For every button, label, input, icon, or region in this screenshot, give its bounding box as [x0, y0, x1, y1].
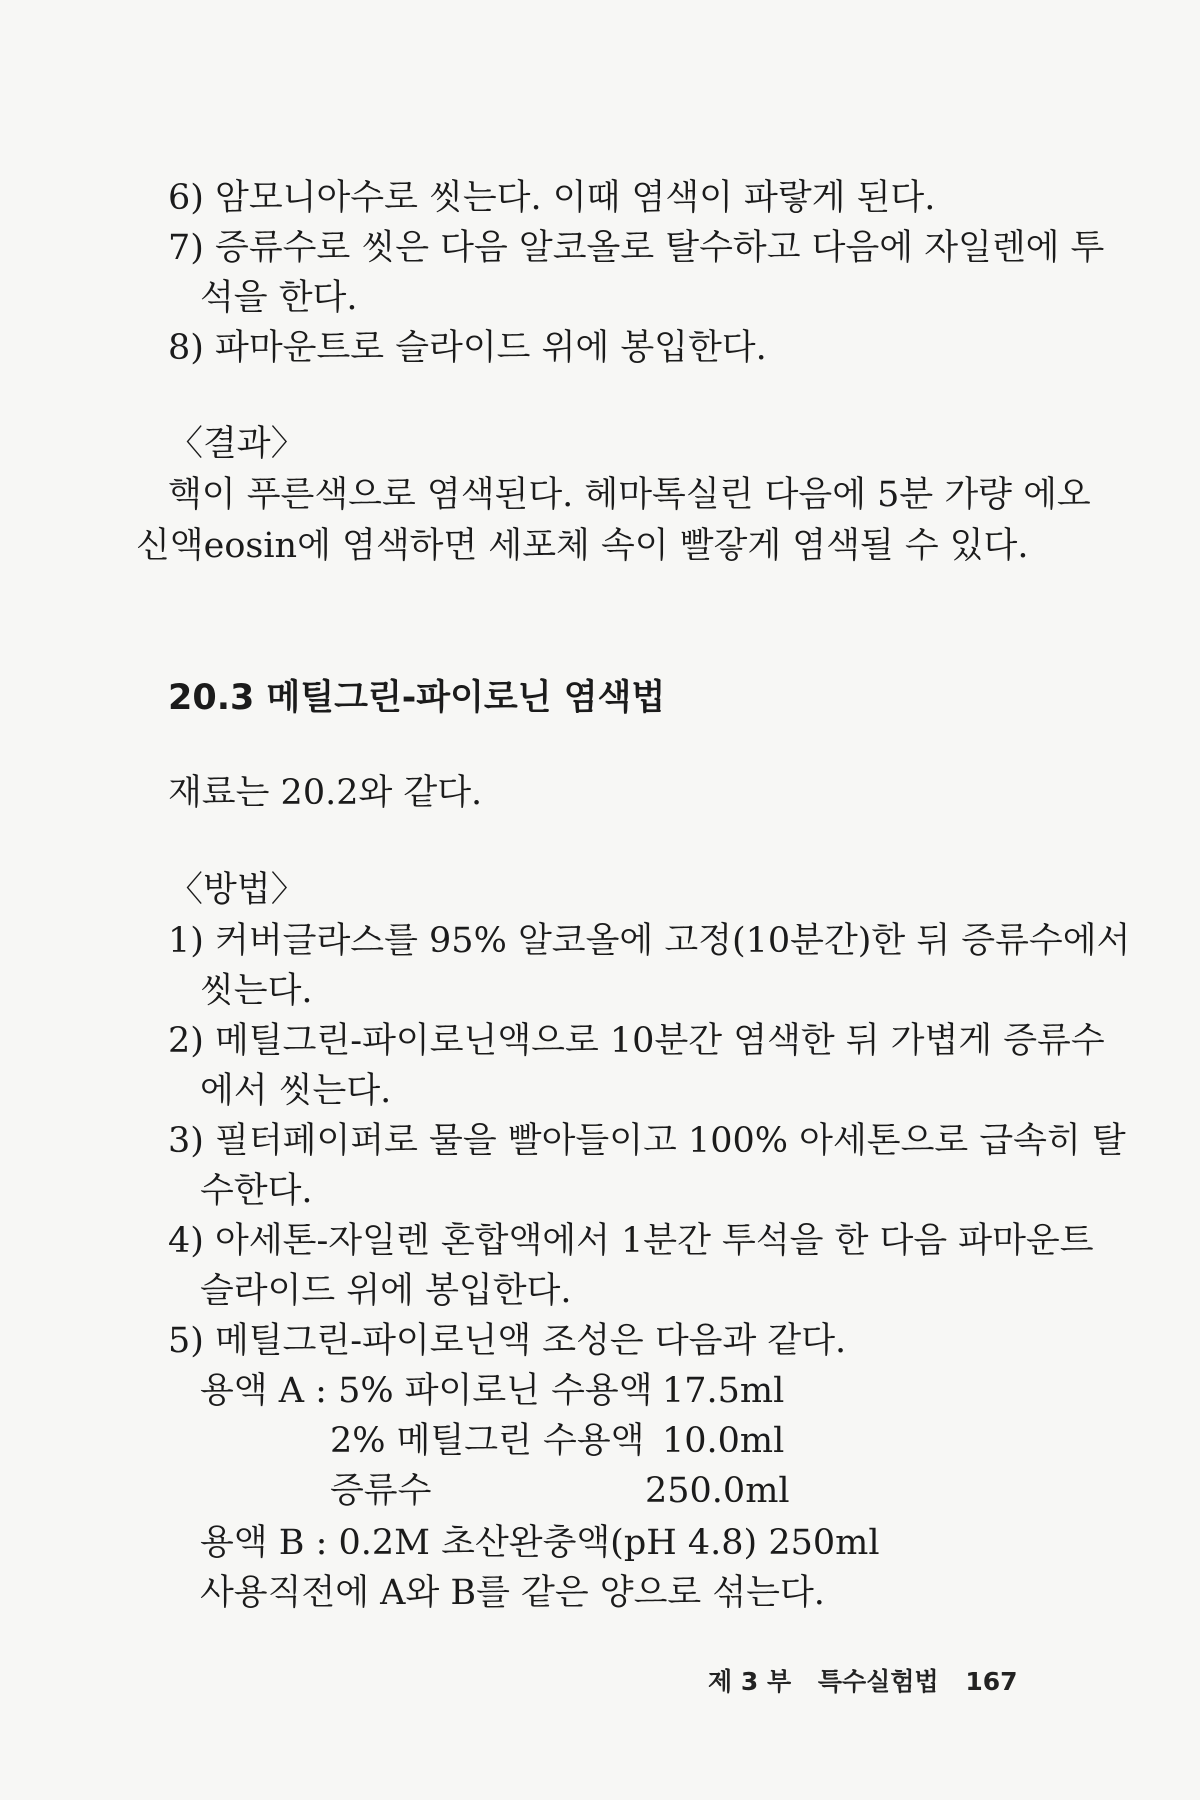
solution-a-amount-1: 17.5ml	[662, 1371, 785, 1411]
method-step-4-line2: 슬라이드 위에 봉입한다.	[200, 1271, 572, 1311]
page-footer	[708, 1662, 1036, 1698]
solution-b-line: 용액 B : 0.2M 초산완충액(pH 4.8) 250ml	[200, 1523, 880, 1563]
method-step-1-line2: 씻는다.	[200, 971, 313, 1011]
footer-part: 제 3 부	[708, 1667, 792, 1696]
method-step-3-line2: 수한다.	[200, 1171, 313, 1211]
section-title: 20.3 메틸그린-파이로닌 염색법	[168, 678, 666, 718]
method-step-3-line1: 3) 필터페이퍼로 물을 빨아들이고 100% 아세톤으로 급속히 탈	[168, 1121, 1126, 1161]
mix-note: 사용직전에 A와 B를 같은 양으로 섞는다.	[200, 1573, 825, 1613]
method-heading: 〈방법〉	[168, 870, 306, 910]
step-7-line2: 석을 한다.	[200, 278, 358, 318]
method-step-2-line2: 에서 씻는다.	[200, 1071, 392, 1111]
method-step-4-line1: 4) 아세톤-자일렌 혼합액에서 1분간 투석을 한 다음 파마운트	[168, 1221, 1094, 1261]
solution-a-amount-2: 10.0ml	[662, 1421, 785, 1461]
method-step-1-line1: 1) 커버글라스를 95% 알코올에 고정(10분간)한 뒤 증류수에서	[168, 921, 1131, 961]
footer-part-title: 특수실험법	[817, 1667, 939, 1696]
result-line2: 신액eosin에 염색하면 세포체 속이 빨갛게 염색될 수 있다.	[136, 526, 1029, 566]
solution-a-label: 용액 A : 5% 파이로닌 수용액	[200, 1371, 653, 1411]
materials-line: 재료는 20.2와 같다.	[168, 773, 483, 813]
step-7-line1: 7) 증류수로 씻은 다음 알코올로 탈수하고 다음에 자일렌에 투	[168, 228, 1105, 268]
result-line1: 핵이 푸른색으로 염색된다. 헤마톡실린 다음에 5분 가량 에오	[168, 475, 1091, 515]
method-step-5: 5) 메틸그린-파이로닌액 조성은 다음과 같다.	[168, 1321, 847, 1361]
step-8: 8) 파마운트로 슬라이드 위에 봉입한다.	[168, 328, 767, 368]
result-heading: 〈결과〉	[168, 424, 306, 464]
solution-a-item-3: 증류수	[330, 1471, 432, 1511]
page-number: 167	[965, 1667, 1018, 1696]
method-step-2-line1: 2) 메틸그린-파이로닌액으로 10분간 염색한 뒤 가볍게 증류수	[168, 1021, 1105, 1061]
solution-a-item-2: 2% 메틸그린 수용액	[330, 1421, 645, 1461]
solution-a-amount-3: 250.0ml	[645, 1471, 790, 1511]
step-6: 6) 암모니아수로 씻는다. 이때 염색이 파랗게 된다.	[168, 178, 936, 218]
